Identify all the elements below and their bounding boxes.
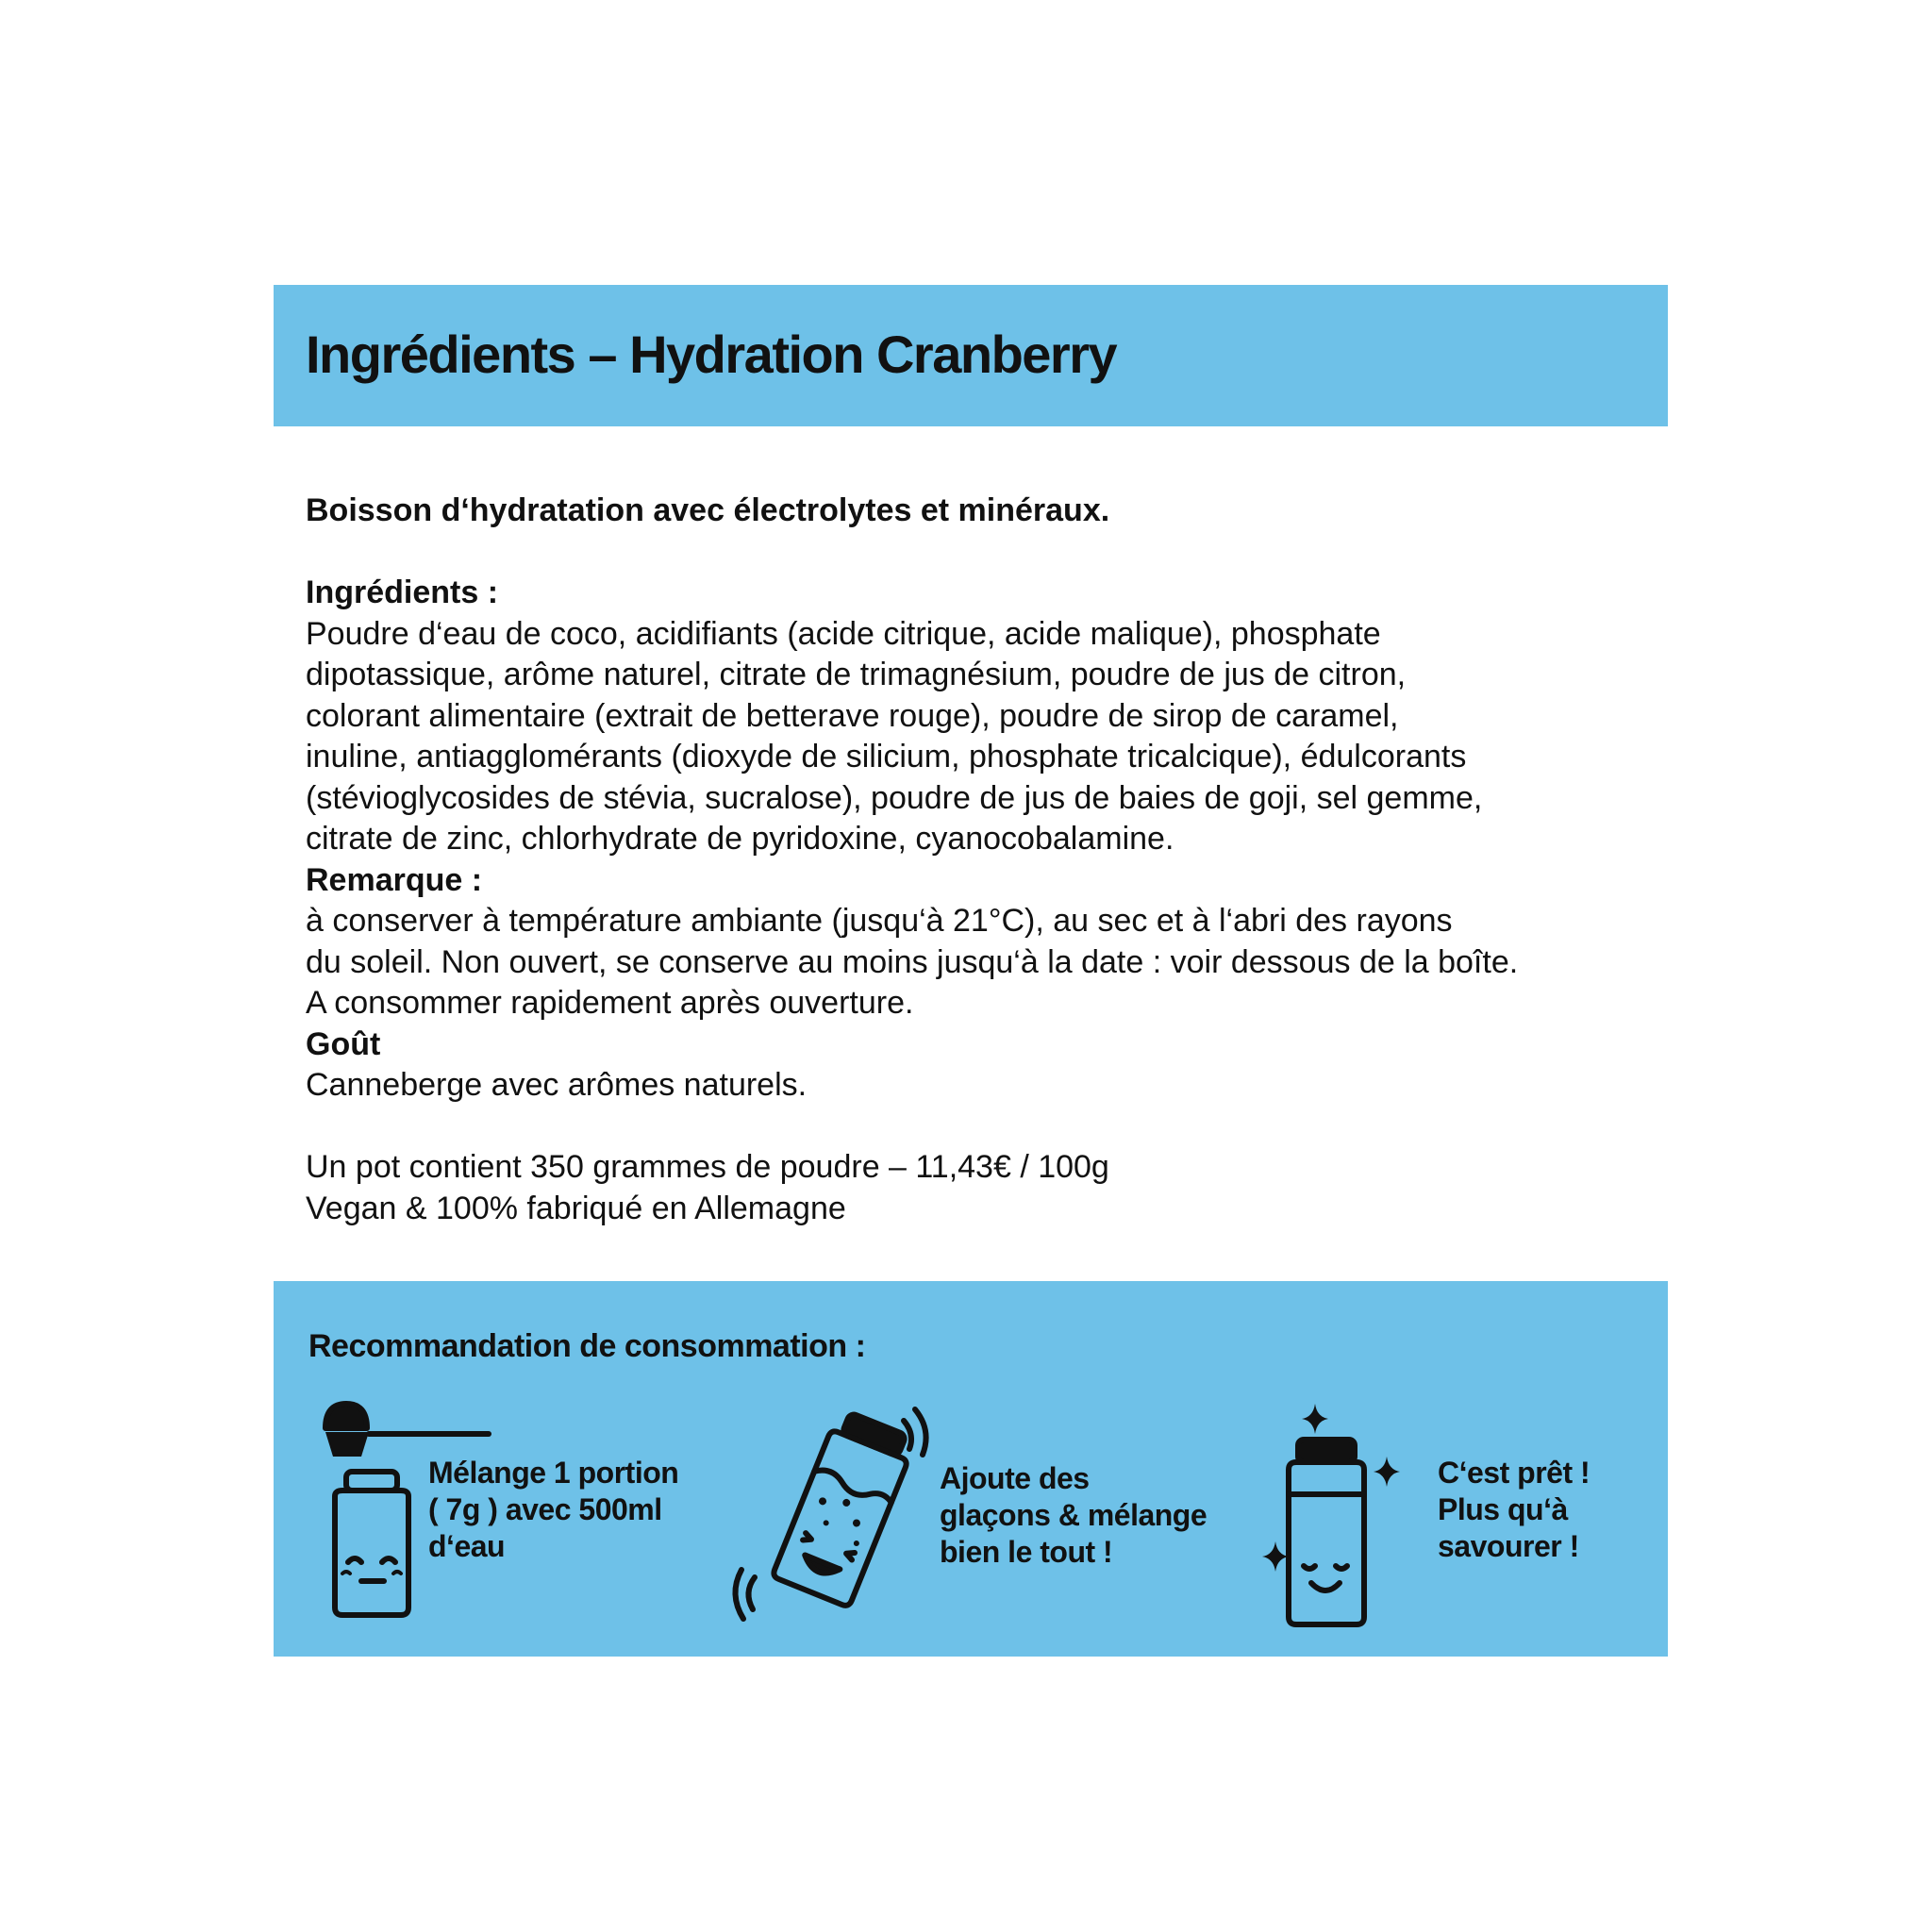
step-2-line: glaçons & mélange [940,1498,1208,1532]
ingredients-line: Poudre d‘eau de coco, acidifiants (acide citrique, acide malique), phosphate [306,615,1381,652]
gout-heading: Goût [306,1025,381,1062]
step-3-line: savourer ! [1438,1529,1579,1563]
remarque-line: à conserver à température ambiante (jusqu‘à 21°C), au sec et à l‘abri des rayons [306,903,1453,939]
step-1-line: Mélange 1 portion [428,1456,679,1490]
ingredients-heading: Ingrédients : [306,575,499,610]
step-2-line: bien le tout ! [940,1535,1113,1569]
step-3-line: C‘est prêt ! [1438,1456,1591,1490]
recommendation-band [274,1281,1668,1657]
step-3-text [1438,1455,1590,1565]
remarque-heading: Remarque : [306,861,483,898]
origin-text: Vegan & 100% fabriqué en Allemagne [306,1190,846,1226]
ingredients-line: dipotassique, arôme naturel, citrate de trimagnésium, poudre de jus de citron, [306,657,1407,692]
sparkling-bottle-icon [1266,1404,1398,1630]
ingredients-line: colorant alimentaire (extrait de betterave rouge), poudre de sirop de caramel, [306,697,1399,734]
step-1-text [428,1455,678,1565]
step-1-line: d‘eau [428,1529,506,1563]
ingredients-line: (stévioglycosides de stévia, sucralose), poudre de jus de baies de goji, sel gemme, [306,779,1483,816]
remarque-line: A consommer rapidement après ouverture. [306,985,914,1021]
ingredients-line: citrate de zinc, chlorhydrate de pyridoxine, cyanocobalamine. [306,821,1174,857]
shaking-bottle-icon [728,1400,936,1626]
gout-text: Canneberge avec arômes naturels. [306,1067,808,1103]
quantity-price-text: Un pot contient 350 grammes de poudre – 11,43€ / 100g [306,1149,1109,1185]
page-title: Ingrédients – Hydration Cranberry [306,325,1117,384]
step-2-line: Ajoute des [940,1461,1090,1495]
step-3-line: Plus qu‘à [1438,1492,1568,1526]
recommendation-title: Recommandation de consommation : [308,1328,866,1364]
remarque-line: du soleil. Non ouvert, se conserve au moins jusqu‘à la date : voir dessous de la boîte. [306,943,1519,980]
step-2-text [940,1460,1207,1571]
intro-text: Boisson d‘hydratation avec électrolytes et minéraux. [306,492,1110,528]
step-1-line: ( 7g ) avec 500ml [428,1492,662,1526]
product-info [306,491,1664,1229]
ingredients-line: inuline, antiagglomérants (dioxyde de silicium, phosphate tricalcique), édulcorants [306,739,1467,774]
header-band [274,285,1668,426]
